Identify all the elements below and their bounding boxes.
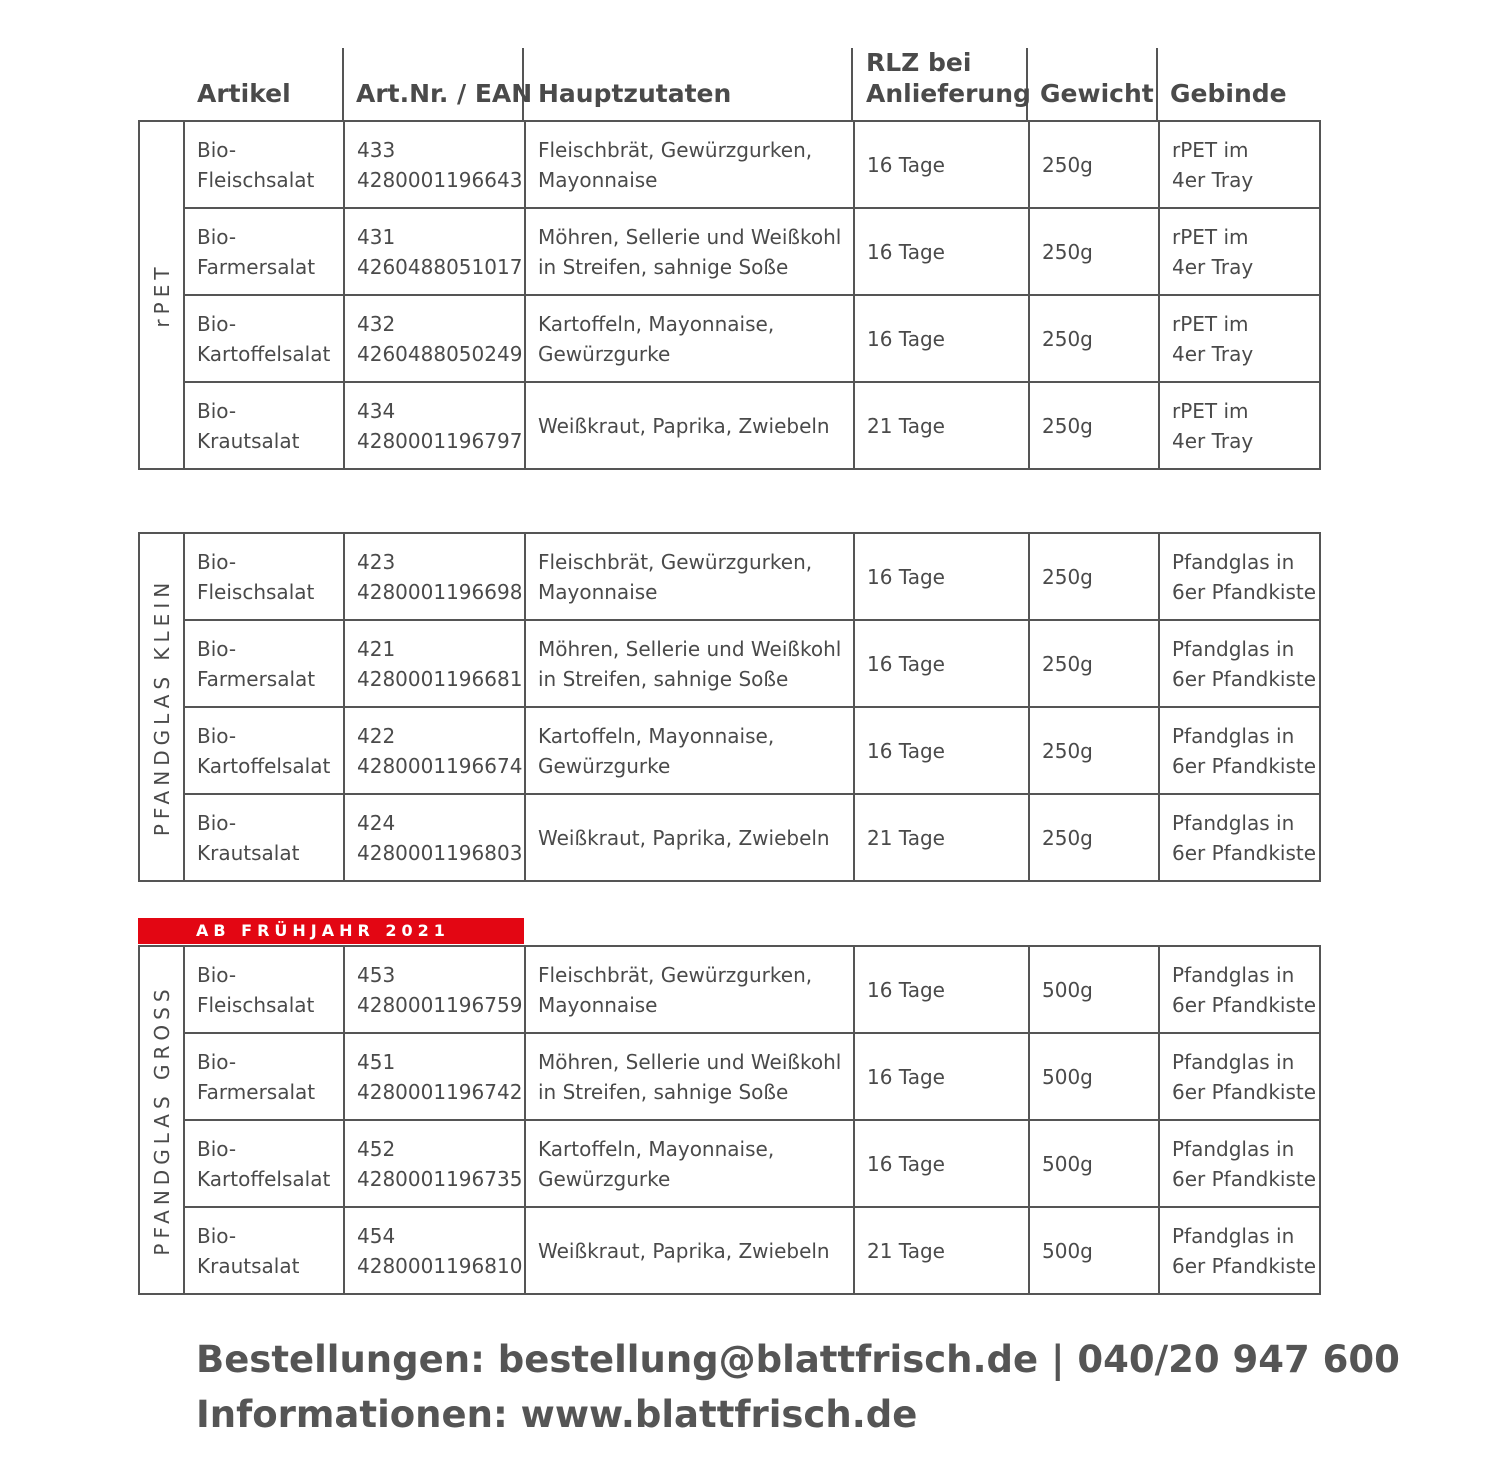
cell-artnr-ean bbox=[344, 794, 525, 881]
cell-artnr-ean-line: 4280001196742 bbox=[357, 1079, 523, 1104]
cell-hauptzutaten-line: Kartoffeln, Mayonnaise, bbox=[538, 311, 775, 336]
cell-gebinde-line: 4er Tray bbox=[1172, 167, 1254, 192]
season-banner: AB FRÜHJAHR 2021 bbox=[138, 918, 524, 944]
cell-gebinde bbox=[1159, 794, 1320, 881]
cell-artnr-ean bbox=[344, 533, 525, 620]
cell-artnr-ean-line: 421 bbox=[357, 636, 396, 661]
cell-gewicht: 250g bbox=[1029, 707, 1159, 794]
group-label-cell bbox=[139, 533, 184, 881]
cell-gebinde-line: 6er Pfandkiste bbox=[1172, 666, 1317, 691]
cell-hauptzutaten bbox=[525, 121, 854, 208]
cell-gebinde-line: 6er Pfandkiste bbox=[1172, 579, 1317, 604]
table-row bbox=[139, 1033, 1320, 1120]
header-rlz-line1: RLZ bei bbox=[866, 48, 972, 77]
header-gewicht: Gewicht bbox=[1040, 79, 1154, 108]
cell-artikel bbox=[184, 382, 344, 469]
table-row bbox=[139, 794, 1320, 881]
cell-artnr-ean-line: 4260488050249 bbox=[357, 341, 523, 366]
cell-gebinde-line: Pfandglas in bbox=[1172, 636, 1295, 661]
table-row bbox=[139, 533, 1320, 620]
cell-hauptzutaten-line: Weißkraut, Paprika, Zwiebeln bbox=[538, 1238, 830, 1263]
cell-gebinde-line: 6er Pfandkiste bbox=[1172, 1079, 1317, 1104]
group-label: rPET bbox=[149, 262, 174, 328]
cell-gewicht: 500g bbox=[1029, 946, 1159, 1033]
cell-hauptzutaten bbox=[525, 1120, 854, 1207]
cell-artnr-ean-line: 434 bbox=[357, 398, 396, 423]
group-label-cell bbox=[139, 121, 184, 469]
footer-orders: Bestellungen: bestellung@blattfrisch.de | 040/20 947 600 bbox=[196, 1338, 1400, 1381]
table-row bbox=[139, 946, 1320, 1033]
footer-info: Informationen: www.blattfrisch.de bbox=[196, 1393, 918, 1436]
cell-hauptzutaten bbox=[525, 707, 854, 794]
cell-artikel-line: Farmersalat bbox=[197, 254, 316, 279]
cell-artnr-ean-line: 4280001196810 bbox=[357, 1253, 523, 1278]
header-rlz-line2: Anlieferung bbox=[866, 79, 1031, 108]
cell-hauptzutaten-line: Fleischbrät, Gewürzgurken, bbox=[538, 137, 813, 162]
cell-artnr-ean-line: 422 bbox=[357, 723, 396, 748]
cell-artnr-ean-line: 424 bbox=[357, 810, 396, 835]
cell-hauptzutaten bbox=[525, 1033, 854, 1120]
cell-gebinde bbox=[1159, 707, 1320, 794]
cell-hauptzutaten bbox=[525, 382, 854, 469]
cell-hauptzutaten-line: Kartoffeln, Mayonnaise, bbox=[538, 1136, 775, 1161]
cell-hauptzutaten-line: Kartoffeln, Mayonnaise, bbox=[538, 723, 775, 748]
cell-artikel-line: Bio- bbox=[197, 962, 237, 987]
table-row bbox=[139, 208, 1320, 295]
cell-rlz: 16 Tage bbox=[854, 707, 1029, 794]
header-artikel: Artikel bbox=[197, 79, 291, 108]
product-table-pfandglas-klein bbox=[138, 532, 1321, 882]
cell-hauptzutaten-line: Gewürzgurke bbox=[538, 1166, 671, 1191]
cell-hauptzutaten-line: Weißkraut, Paprika, Zwiebeln bbox=[538, 825, 830, 850]
cell-artnr-ean-line: 4280001196759 bbox=[357, 992, 523, 1017]
cell-hauptzutaten-line: Fleischbrät, Gewürzgurken, bbox=[538, 549, 813, 574]
cell-artikel bbox=[184, 1120, 344, 1207]
cell-artnr-ean bbox=[344, 208, 525, 295]
cell-artnr-ean-line: 431 bbox=[357, 224, 396, 249]
table-row bbox=[139, 382, 1320, 469]
cell-artikel-line: Farmersalat bbox=[197, 666, 316, 691]
cell-artnr-ean-line: 433 bbox=[357, 137, 396, 162]
cell-artikel bbox=[184, 1033, 344, 1120]
cell-gebinde-line: Pfandglas in bbox=[1172, 723, 1295, 748]
cell-artikel bbox=[184, 620, 344, 707]
cell-artnr-ean bbox=[344, 295, 525, 382]
cell-rlz: 16 Tage bbox=[854, 1033, 1029, 1120]
cell-hauptzutaten bbox=[525, 533, 854, 620]
cell-gebinde-line: 6er Pfandkiste bbox=[1172, 753, 1317, 778]
cell-rlz: 16 Tage bbox=[854, 208, 1029, 295]
cell-rlz: 16 Tage bbox=[854, 121, 1029, 208]
cell-rlz: 16 Tage bbox=[854, 533, 1029, 620]
header-artnr: Art.Nr. / EAN bbox=[356, 79, 533, 108]
cell-gewicht: 250g bbox=[1029, 382, 1159, 469]
cell-gewicht: 250g bbox=[1029, 121, 1159, 208]
cell-artikel bbox=[184, 208, 344, 295]
cell-artnr-ean bbox=[344, 1207, 525, 1294]
cell-hauptzutaten-line: Mayonnaise bbox=[538, 167, 658, 192]
cell-artikel-line: Bio- bbox=[197, 398, 237, 423]
cell-hauptzutaten-line: in Streifen, sahnige Soße bbox=[538, 254, 789, 279]
cell-artikel-line: Bio- bbox=[197, 224, 237, 249]
cell-hauptzutaten bbox=[525, 295, 854, 382]
cell-artikel-line: Bio- bbox=[197, 311, 237, 336]
cell-gebinde-line: rPET im bbox=[1172, 311, 1249, 336]
cell-gebinde-line: Pfandglas in bbox=[1172, 1049, 1295, 1074]
cell-gebinde bbox=[1159, 121, 1320, 208]
cell-artikel-line: Bio- bbox=[197, 1136, 237, 1161]
cell-gebinde bbox=[1159, 382, 1320, 469]
cell-gebinde bbox=[1159, 533, 1320, 620]
cell-artikel-line: Fleischsalat bbox=[197, 167, 315, 192]
cell-gebinde-line: Pfandglas in bbox=[1172, 549, 1295, 574]
cell-gebinde-line: 4er Tray bbox=[1172, 254, 1254, 279]
cell-gebinde-line: 4er Tray bbox=[1172, 428, 1254, 453]
cell-artikel-line: Bio- bbox=[197, 1223, 237, 1248]
cell-gebinde-line: Pfandglas in bbox=[1172, 962, 1295, 987]
cell-artikel-line: Krautsalat bbox=[197, 840, 300, 865]
cell-hauptzutaten bbox=[525, 208, 854, 295]
cell-gewicht: 500g bbox=[1029, 1033, 1159, 1120]
cell-gebinde-line: rPET im bbox=[1172, 224, 1249, 249]
cell-hauptzutaten-line: Weißkraut, Paprika, Zwiebeln bbox=[538, 413, 830, 438]
cell-gebinde bbox=[1159, 1033, 1320, 1120]
cell-hauptzutaten-line: Mayonnaise bbox=[538, 992, 658, 1017]
cell-hauptzutaten-line: Möhren, Sellerie und Weißkohl bbox=[538, 1049, 842, 1074]
header-rlz bbox=[866, 47, 1031, 109]
cell-artnr-ean-line: 454 bbox=[357, 1223, 396, 1248]
cell-artikel-line: Fleischsalat bbox=[197, 992, 315, 1017]
cell-artnr-ean-line: 452 bbox=[357, 1136, 396, 1161]
cell-artikel-line: Bio- bbox=[197, 549, 237, 574]
cell-artikel bbox=[184, 121, 344, 208]
cell-artikel bbox=[184, 946, 344, 1033]
cell-gebinde-line: Pfandglas in bbox=[1172, 1136, 1295, 1161]
table-row bbox=[139, 707, 1320, 794]
cell-artikel bbox=[184, 707, 344, 794]
cell-artnr-ean bbox=[344, 382, 525, 469]
cell-gebinde-line: 6er Pfandkiste bbox=[1172, 1166, 1317, 1191]
group-label: PFANDGLAS KLEIN bbox=[149, 577, 174, 837]
cell-gewicht: 250g bbox=[1029, 533, 1159, 620]
cell-artnr-ean-line: 4280001196797 bbox=[357, 428, 523, 453]
cell-gebinde bbox=[1159, 295, 1320, 382]
cell-artnr-ean bbox=[344, 707, 525, 794]
cell-artikel-line: Kartoffelsalat bbox=[197, 1166, 331, 1191]
cell-artnr-ean bbox=[344, 620, 525, 707]
cell-gebinde bbox=[1159, 1207, 1320, 1294]
cell-artnr-ean-line: 4280001196643 bbox=[357, 167, 523, 192]
cell-artikel-line: Kartoffelsalat bbox=[197, 753, 331, 778]
cell-artnr-ean-line: 451 bbox=[357, 1049, 396, 1074]
cell-gewicht: 500g bbox=[1029, 1120, 1159, 1207]
cell-hauptzutaten bbox=[525, 946, 854, 1033]
cell-gebinde-line: 6er Pfandkiste bbox=[1172, 992, 1317, 1017]
cell-artikel-line: Krautsalat bbox=[197, 428, 300, 453]
cell-artikel-line: Krautsalat bbox=[197, 1253, 300, 1278]
cell-hauptzutaten-line: Mayonnaise bbox=[538, 579, 658, 604]
cell-artnr-ean-line: 453 bbox=[357, 962, 396, 987]
cell-rlz: 16 Tage bbox=[854, 1120, 1029, 1207]
cell-rlz: 21 Tage bbox=[854, 1207, 1029, 1294]
cell-artikel-line: Bio- bbox=[197, 1049, 237, 1074]
cell-hauptzutaten bbox=[525, 620, 854, 707]
header-divider bbox=[342, 48, 344, 120]
cell-hauptzutaten-line: Gewürzgurke bbox=[538, 753, 671, 778]
cell-artnr-ean-line: 423 bbox=[357, 549, 396, 574]
product-table-pfandglas-gross bbox=[138, 945, 1321, 1295]
cell-gewicht: 500g bbox=[1029, 1207, 1159, 1294]
table-row bbox=[139, 1207, 1320, 1294]
cell-gebinde bbox=[1159, 620, 1320, 707]
cell-gebinde-line: Pfandglas in bbox=[1172, 1223, 1295, 1248]
cell-gebinde-line: 4er Tray bbox=[1172, 341, 1254, 366]
table-row bbox=[139, 1120, 1320, 1207]
cell-artikel bbox=[184, 295, 344, 382]
product-table-rpet bbox=[138, 120, 1321, 470]
cell-artikel bbox=[184, 1207, 344, 1294]
table-row bbox=[139, 121, 1320, 208]
cell-hauptzutaten-line: Möhren, Sellerie und Weißkohl bbox=[538, 224, 842, 249]
cell-artnr-ean-line: 4280001196674 bbox=[357, 753, 523, 778]
cell-gebinde-line: 6er Pfandkiste bbox=[1172, 1253, 1317, 1278]
cell-hauptzutaten-line: Fleischbrät, Gewürzgurken, bbox=[538, 962, 813, 987]
cell-gewicht: 250g bbox=[1029, 620, 1159, 707]
cell-hauptzutaten-line: in Streifen, sahnige Soße bbox=[538, 1079, 789, 1104]
cell-rlz: 16 Tage bbox=[854, 295, 1029, 382]
table-row bbox=[139, 295, 1320, 382]
cell-artnr-ean bbox=[344, 1033, 525, 1120]
cell-artikel-line: Bio- bbox=[197, 810, 237, 835]
cell-artikel bbox=[184, 794, 344, 881]
cell-rlz: 16 Tage bbox=[854, 620, 1029, 707]
cell-artnr-ean bbox=[344, 946, 525, 1033]
cell-artikel-line: Fleischsalat bbox=[197, 579, 315, 604]
cell-rlz: 21 Tage bbox=[854, 794, 1029, 881]
cell-artnr-ean-line: 432 bbox=[357, 311, 396, 336]
cell-gebinde-line: rPET im bbox=[1172, 398, 1249, 423]
cell-artikel-line: Bio- bbox=[197, 723, 237, 748]
cell-gebinde-line: Pfandglas in bbox=[1172, 810, 1295, 835]
cell-artikel bbox=[184, 533, 344, 620]
cell-hauptzutaten-line: Möhren, Sellerie und Weißkohl bbox=[538, 636, 842, 661]
cell-hauptzutaten-line: Gewürzgurke bbox=[538, 341, 671, 366]
cell-gebinde bbox=[1159, 946, 1320, 1033]
header-gebinde: Gebinde bbox=[1170, 79, 1287, 108]
cell-hauptzutaten bbox=[525, 794, 854, 881]
cell-artikel-line: Bio- bbox=[197, 137, 237, 162]
cell-gewicht: 250g bbox=[1029, 794, 1159, 881]
cell-gewicht: 250g bbox=[1029, 295, 1159, 382]
cell-hauptzutaten-line: in Streifen, sahnige Soße bbox=[538, 666, 789, 691]
cell-artnr-ean bbox=[344, 1120, 525, 1207]
cell-gewicht: 250g bbox=[1029, 208, 1159, 295]
cell-artnr-ean-line: 4260488051017 bbox=[357, 254, 523, 279]
cell-artnr-ean-line: 4280001196803 bbox=[357, 840, 523, 865]
header-divider bbox=[851, 48, 853, 120]
cell-gebinde bbox=[1159, 1120, 1320, 1207]
header-hauptzutaten: Hauptzutaten bbox=[538, 79, 732, 108]
table-row bbox=[139, 620, 1320, 707]
group-label: PFANDGLAS GROSS bbox=[149, 984, 174, 1256]
cell-gebinde-line: rPET im bbox=[1172, 137, 1249, 162]
cell-artnr-ean bbox=[344, 121, 525, 208]
cell-artikel-line: Farmersalat bbox=[197, 1079, 316, 1104]
cell-rlz: 21 Tage bbox=[854, 382, 1029, 469]
cell-rlz: 16 Tage bbox=[854, 946, 1029, 1033]
header-divider bbox=[1156, 48, 1158, 120]
cell-artikel-line: Kartoffelsalat bbox=[197, 341, 331, 366]
group-label-cell bbox=[139, 946, 184, 1294]
cell-artnr-ean-line: 4280001196735 bbox=[357, 1166, 523, 1191]
cell-artnr-ean-line: 4280001196681 bbox=[357, 666, 523, 691]
cell-artnr-ean-line: 4280001196698 bbox=[357, 579, 523, 604]
cell-hauptzutaten bbox=[525, 1207, 854, 1294]
cell-gebinde bbox=[1159, 208, 1320, 295]
cell-gebinde-line: 6er Pfandkiste bbox=[1172, 840, 1317, 865]
cell-artikel-line: Bio- bbox=[197, 636, 237, 661]
